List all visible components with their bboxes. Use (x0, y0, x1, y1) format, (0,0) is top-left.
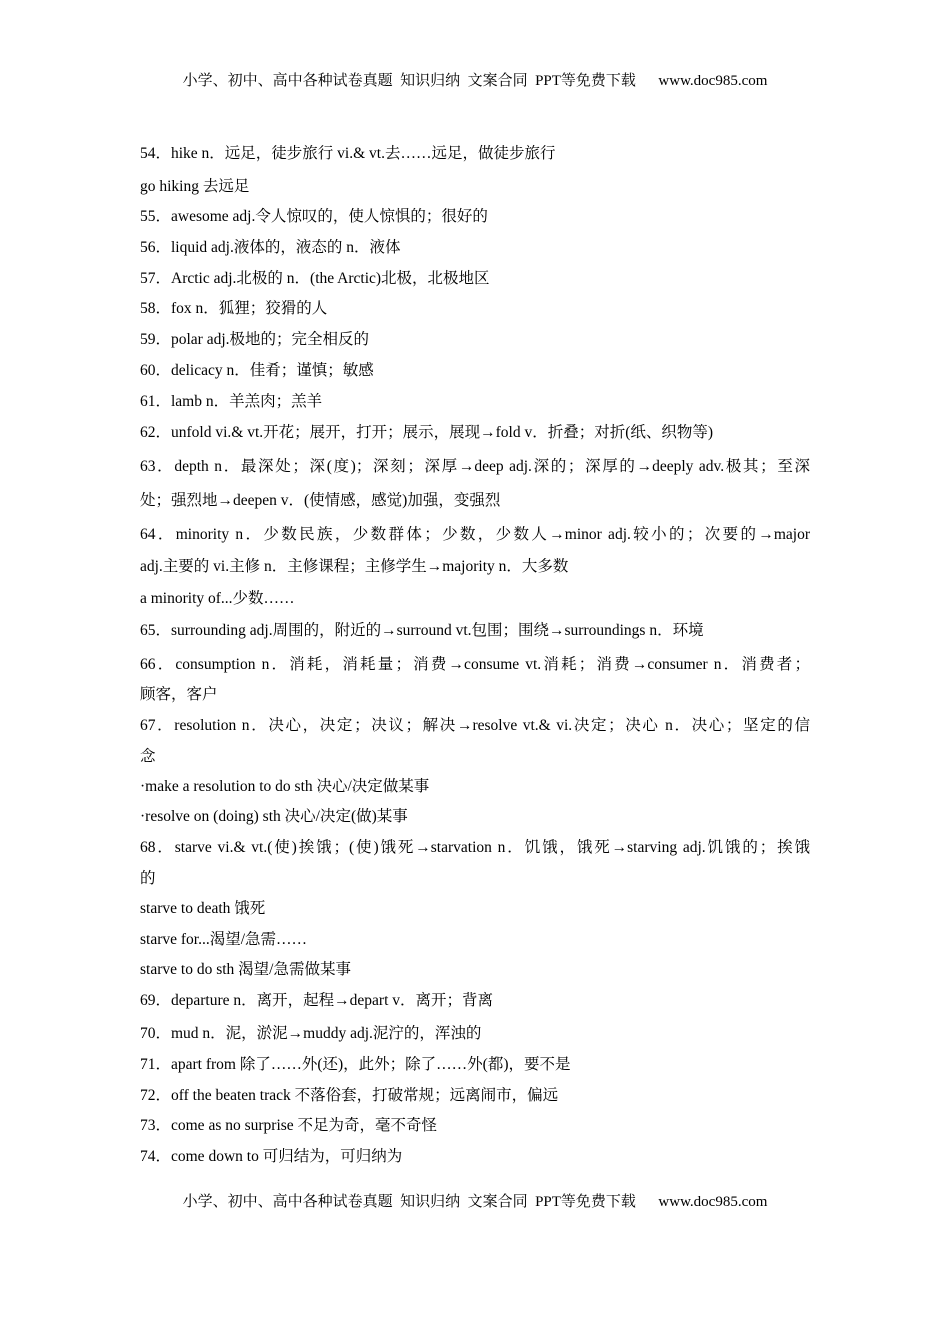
page-footer: 小学、初中、高中各种试卷真题 知识归纳 文案合同 PPT等免费下载 www.doc985.com (182, 1194, 768, 1210)
vocab-line: go hiking 去远足 (140, 178, 250, 195)
vocab-line: ·make a resolution to do sth 决心/决定做某事 (140, 778, 430, 795)
vocab-line: 73．come as no surprise 不足为奇，毫不奇怪 (140, 1117, 438, 1134)
vocab-line: 59．polar adj.极地的；完全相反的 (140, 331, 370, 348)
vocab-line: 64．minority n．少数民族，少数群体；少数，少数人→minor adj.较小的；次要的→major (140, 526, 810, 543)
vocab-line: 68．starve vi.& vt.(使)挨饿；(使)饿死→starvation n．饥饿，饿死→starving adj.饥饿的；挨饿 (140, 839, 810, 856)
vocab-line: 60．delicacy n．佳肴；谨慎；敏感 (140, 362, 374, 379)
vocab-line: 58．fox n．狐狸；狡猾的人 (140, 300, 328, 317)
vocab-line: 56．liquid adj.液体的，液态的 n．液体 (140, 239, 401, 256)
vocab-line: starve to death 饿死 (140, 900, 266, 917)
vocab-line: adj.主要的 vi.主修 n．主修课程；主修学生→majority n．大多数 (140, 558, 569, 575)
vocab-line: 的 (140, 870, 156, 887)
vocab-line: 处；强烈地→deepen v．(使情感，感觉)加强，变强烈 (140, 492, 501, 509)
vocab-line: 顾客，客户 (140, 686, 218, 703)
vocab-line: 63．depth n．最深处；深(度)；深刻；深厚→deep adj.深的；深厚的→deeply adv.极其；至深 (140, 458, 810, 475)
vocab-line: starve to do sth 渴望/急需做某事 (140, 961, 351, 978)
page-header: 小学、初中、高中各种试卷真题 知识归纳 文案合同 PPT等免费下载 www.doc985.com (182, 73, 768, 89)
vocab-line: 55．awesome adj.令人惊叹的，使人惊惧的；很好的 (140, 208, 488, 225)
vocab-line: 72．off the beaten track 不落俗套，打破常规；远离闹市，偏远 (140, 1087, 559, 1104)
vocab-line: 66．consumption n．消耗，消耗量；消费→consume vt.消耗；消费→consumer n．消费者； (140, 656, 810, 673)
vocab-line: 67．resolution n．决心，决定；决议；解决→resolve vt.& vi.决定；决心 n．决心；坚定的信 (140, 717, 810, 734)
vocab-line: 74．come down to 可归结为，可归纳为 (140, 1148, 403, 1165)
vocab-line: 57．Arctic adj.北极的 n．(the Arctic)北极，北极地区 (140, 270, 490, 287)
vocab-line: 65．surrounding adj.周围的，附近的→surround vt.包围；围绕→surroundings n．环境 (140, 622, 704, 639)
vocab-line: a minority of...少数…… (140, 590, 295, 607)
vocab-line: 念 (140, 748, 156, 765)
vocab-line: 62．unfold vi.& vt.开花；展开，打开；展示，展现→fold v．折叠；对折(纸、织物等) (140, 424, 714, 441)
vocab-line: starve for...渴望/急需…… (140, 931, 308, 948)
vocab-line: 61．lamb n．羊羔肉；羔羊 (140, 393, 323, 410)
vocab-line: 54．hike n．远足，徒步旅行 vi.& vt.去……远足，做徒步旅行 (140, 145, 556, 162)
vocab-line: 70．mud n．泥，淤泥→muddy adj.泥泞的，浑浊的 (140, 1025, 482, 1042)
vocab-line: 71．apart from 除了……外(还)，此外；除了……外(都)，要不是 (140, 1056, 571, 1073)
vocab-line: 69．departure n．离开，起程→depart v．离开；背离 (140, 992, 493, 1009)
vocab-line: ·resolve on (doing) sth 决心/决定(做)某事 (140, 808, 408, 825)
